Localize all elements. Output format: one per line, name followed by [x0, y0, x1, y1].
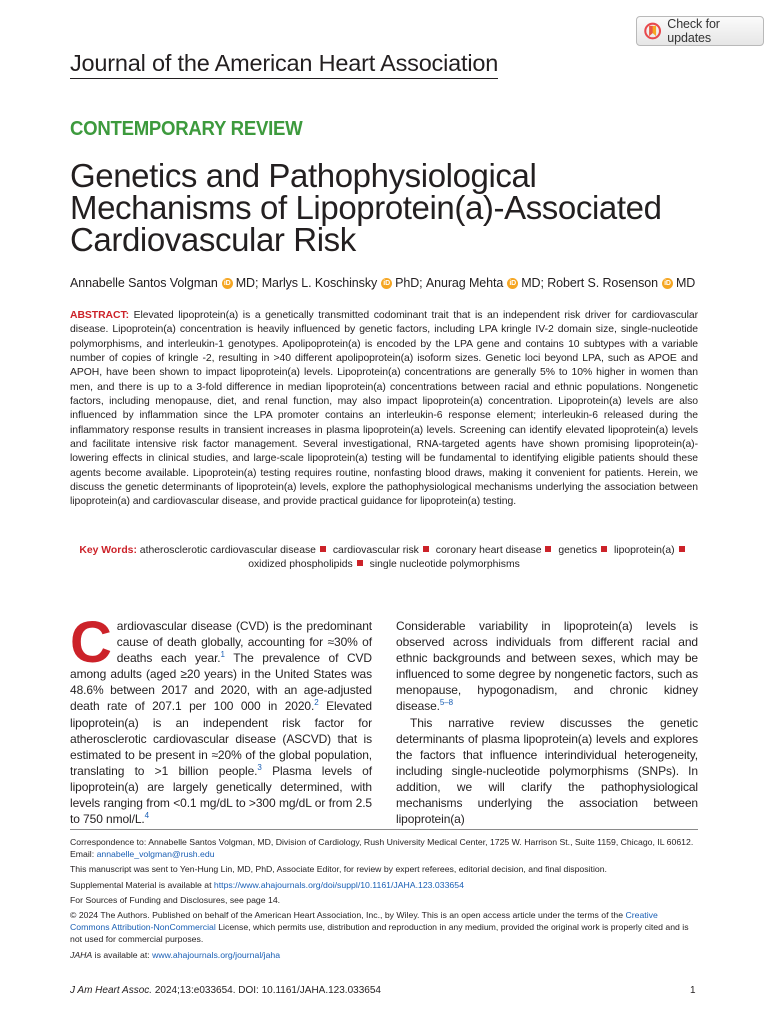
footnote-text: © 2024 The Authors. Published on behalf of the American Heart Association, Inc., by Wiley. This is an open access article under the terms of the [70, 910, 626, 921]
footnote-text: is available at: [92, 949, 153, 960]
keyword-separator [320, 546, 326, 552]
body-column-left [70, 610, 372, 827]
author-degree: MD; [235, 276, 259, 290]
keyword: oxidized phospholipids [248, 559, 353, 570]
keyword: cardiovascular risk [332, 545, 419, 556]
keywords-label: Key Words: [79, 545, 137, 556]
section-label: CONTEMPORARY REVIEW [70, 118, 303, 140]
author-name: Robert S. Rosenson [547, 276, 658, 290]
jaha-link[interactable]: www.ahajournals.org/journal/jaha [152, 949, 281, 960]
keyword: coronary heart disease [435, 545, 542, 556]
running-footer [70, 985, 381, 996]
journal-title[interactable]: Journal of the American Heart Association [70, 50, 498, 79]
reference-link[interactable]: 4 [144, 811, 150, 821]
footnotes [70, 836, 698, 964]
author-degree: MD [675, 276, 696, 290]
keyword: single nucleotide polymorphisms [369, 559, 520, 570]
supplemental-note [70, 879, 698, 891]
body-text: Considerable variability in lipoprotein(a) levels is observed across individuals from different racial and ethnic backgrounds and between sexes, which may be influenced to some degree by nongenetic factors, such as menopause, hypogonadism, and chronic kidney disease. [396, 619, 698, 714]
body-text: ardiovascular disease (CVD) is the predominant cause of death globally, accounting for ≈30% of deaths each year. [116, 619, 372, 666]
funding-note: For Sources of Funding and Disclosures, see page 14. [70, 894, 281, 905]
keyword-separator [601, 546, 607, 552]
keyword-separator [423, 546, 429, 552]
abstract [70, 309, 698, 510]
footnote-text: License, which permits use, distribution and reproduction in any medium, provided the original work is properly cited and is not used for commercial purposes. [70, 922, 689, 945]
paragraph [396, 715, 698, 828]
orcid-icon[interactable]: iD [662, 278, 673, 289]
email-link[interactable]: annabelle_volgman@rush.edu [96, 849, 215, 860]
reference-link[interactable]: 1 [220, 650, 225, 660]
body-text: Elevated lipoprotein(a) is an independent risk factor for atherosclerotic cardiovascular disease (ASCVD) that is estimated to be present in ≈20% of the global population, translating to >1 billion people. [70, 699, 372, 778]
footnote-text: Supplemental Material is available at [70, 879, 214, 890]
body-text: This narrative review discusses the genetic determinants of plasma lipoprotein(a) levels and explores the factors that influence interindividual heterogeneity, including single-nucleotide polymorphisms (SNPs). In addition, we will clarify the pathophysiological mechanisms underlying the association between lipoprotein(a) [396, 715, 698, 827]
paragraph [396, 618, 698, 715]
author-name: Annabelle Santos Volgman [70, 276, 218, 290]
keyword-separator [679, 546, 685, 552]
correspondence-note [70, 836, 698, 860]
footnote-divider [70, 829, 698, 830]
citation: 2024;13:e033654. DOI: 10.1161/JAHA.123.033654 [152, 985, 381, 996]
body-text: Plasma levels of lipoprotein(a) are largely genetically determined, with levels ranging from <0.1 mg/dL to >300 mg/dL or from 2.5 to 750 nmol/L. [70, 763, 372, 827]
journal-abbrev: J Am Heart Assoc. [70, 985, 153, 996]
author-degree: PhD; [395, 276, 423, 290]
keyword-separator [357, 560, 363, 566]
copyright-note [70, 909, 698, 945]
article-title-line: Cardiovascular Risk [70, 221, 356, 258]
article-title [70, 157, 730, 258]
reference-link[interactable]: 2 [314, 698, 319, 708]
check-for-updates-button[interactable] [636, 16, 764, 46]
article-title-line: Mechanisms of Lipoprotein(a)-Associated [70, 189, 662, 226]
crossmark-icon [644, 22, 661, 40]
reference-link[interactable]: 3 [257, 762, 262, 772]
page-number: 1 [690, 985, 696, 996]
article-title-line: Genetics and Pathophysiological [70, 157, 537, 194]
keywords [70, 544, 698, 572]
body-column-right [396, 618, 698, 827]
footnote-text: Correspondence to: Annabelle Santos Volgman, MD, Division of Cardiology, Rush University Medical Center, 1725 W. Harrison St., Suite 1159, Chicago, IL 60612. Email: [70, 837, 694, 860]
keyword: atherosclerotic cardiovascular disease [139, 545, 316, 556]
keyword: lipoprotein(a) [613, 545, 675, 556]
orcid-icon[interactable]: iD [507, 278, 518, 289]
supplemental-link[interactable]: https://www.ahajournals.org/doi/suppl/10.1161/JAHA.123.033654 [213, 879, 464, 890]
body-text: The prevalence of CVD among adults (aged ≥20 years) in the United States was 48.6% between 2017 and 2020, with an age-adjusted death rate of 207.1 per 100 000 in 2020. [70, 651, 372, 714]
drop-cap: C [70, 610, 112, 675]
abstract-text: Elevated lipoprotein(a) is a genetically transmitted codominant trait that is an independent risk driver for cardiovascular disease. Lipoprotein(a) concentration is heavily influenced by genetic factors, including LPA kringle IV-2 domain size, single-nucleotide polymorphisms, and interleukin-1 genotypes. Apolipoprotein(a) is encoded by the LPA gene and contains 10 subtypes with a variable number of copies of kringle -2, resulting in >40 different apolipoprotein(a) isoform sizes. Genetic loci beyond LPA, such as APOE and APOH, have been shown to impact lipoprotein(a) levels. Lipoprotein(a) concentrations are generally 5% to 10% higher in women than men, and there is up to a 3-fold difference in median lipoprotein(a) concentrations between racial and ethnic populations. Nongenetic factors, including menopause, diet, and renal function, may also impact lipoprotein(a) concentration. Lipoprotein(a) levels are also influenced by inflammation since the LPA promoter contains an interleukin-6 response element; interleukin-6 released during the inflammatory response results in transient increases in plasma lipoprotein(a) levels. Screening can identify elevated lipoprotein(a) levels and facilitate intensive risk factor management. Several investigational, RNA-targeted agents have shown promising lipoprotein(a)-lowering effects in clinical studies, and large-scale lipoprotein(a) testing will be fundamental to identifying eligible patients should these agents become available. Lipoprotein(a) testing requires routine, nonfasting blood draws, making it convenient for patients. Herein, we discuss the genetic determinants of lipoprotein(a) levels, explore the pathophysiological mechanisms underlying the association between lipoprotein(a) and cardiovascular disease, and provide practical guidance for lipoprotein(a) testing. [70, 310, 698, 508]
jaha-abbrev: JAHA [70, 949, 93, 960]
reference-link[interactable]: 5–8 [439, 698, 453, 708]
orcid-icon[interactable]: iD [381, 278, 392, 289]
orcid-icon[interactable]: iD [222, 278, 233, 289]
jaha-note [70, 949, 698, 961]
check-for-updates-label: Check for updates [667, 17, 720, 45]
keyword: genetics [558, 545, 598, 556]
editor-note: This manuscript was sent to Yen-Hung Lin, MD, PhD, Associate Editor, for review by expert referees, editorial decision, and final disposition. [70, 864, 607, 875]
author-name: Anurag Mehta [425, 276, 504, 290]
keyword-separator [545, 546, 551, 552]
license-link[interactable]: Creative Commons Attribution-NonCommercial [70, 910, 658, 933]
author-name: Marlys L. Koschinsky [261, 276, 378, 290]
author-list [70, 276, 695, 290]
abstract-label: ABSTRACT: [70, 310, 130, 321]
author-degree: MD; [521, 276, 544, 290]
